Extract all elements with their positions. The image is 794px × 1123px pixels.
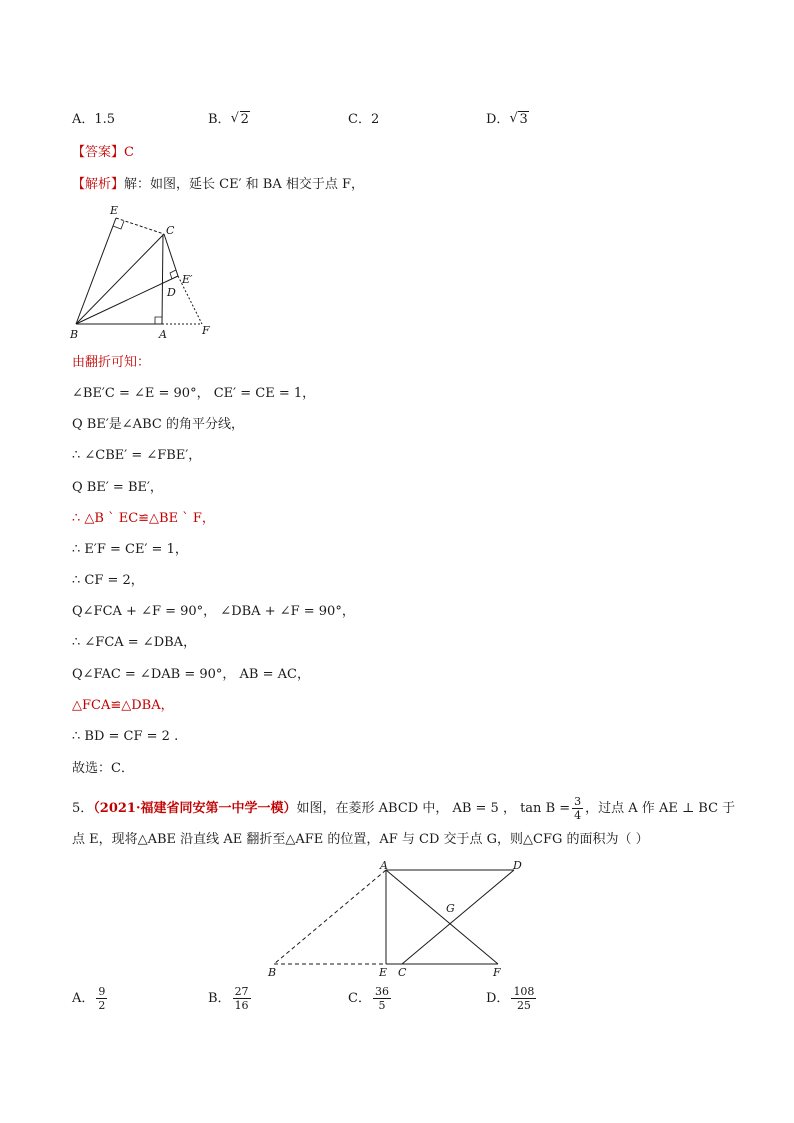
option-fraction xyxy=(96,985,107,1012)
label-E: E xyxy=(379,966,388,978)
q5-stem-text-a: 如图，在菱形 ABCD 中， AB = 5 ， tan B = xyxy=(296,801,571,816)
q4-option-b-prefix: B． xyxy=(208,112,231,127)
q4-analysis-intro xyxy=(72,176,364,194)
fraction-denominator: 2 xyxy=(98,999,106,1012)
solution-step: Q BE′是∠ABC 的角平分线， xyxy=(72,417,244,432)
q5-option xyxy=(486,985,538,1012)
solution-step: △FCA≌△DBA， xyxy=(72,698,174,713)
label-E: E xyxy=(110,204,119,217)
sqrt-symbol xyxy=(231,112,250,127)
option-fraction xyxy=(511,985,536,1012)
fraction-numerator: 36 xyxy=(374,985,389,998)
q5-stem-line2: 点 E，现将△ABE 沿直线 AE 翻折至△AFE 的位置，AF 与 CD 交于点 G，则△CFG 的面积为（ ） xyxy=(72,832,649,847)
solution-step: ∴ △B ` EC≌△BE ` F， xyxy=(72,511,215,526)
q4-option-b-radicand: 2 xyxy=(240,112,249,127)
option-prefix: D． xyxy=(486,991,510,1006)
solution-step: 故选：C． xyxy=(72,761,134,776)
label-D: D xyxy=(513,859,522,872)
solution-step: ∴ ∠CBE′ = ∠FBE′， xyxy=(72,448,202,463)
q5-source: （2021·福建省同安第一中学一模） xyxy=(93,801,297,816)
solution-step: ∴ CF = 2， xyxy=(72,573,144,588)
tan-fraction xyxy=(572,795,583,822)
label-B: B xyxy=(268,966,277,978)
label-F: F xyxy=(202,324,210,337)
q4-option-c: C．2 xyxy=(348,112,380,127)
right-angle-A xyxy=(155,317,162,324)
segment-AC xyxy=(162,234,163,324)
solution-step: ∴ BD = CF = 2 . xyxy=(72,729,179,744)
solution-step: Q∠FAC = ∠DAB = 90°， AB = AC， xyxy=(72,667,310,682)
q4-option-d xyxy=(486,108,529,127)
q4-option-a: A．1.5 xyxy=(72,112,116,127)
q5-number: 5． xyxy=(72,801,94,816)
q4-option-b xyxy=(208,108,250,127)
q5-option xyxy=(208,985,253,1012)
solution-step: ∴ E′F = CE′ = 1， xyxy=(72,542,188,557)
q4-option-d-radicand: 3 xyxy=(519,112,528,127)
q5-stem-text-b: ，过点 A 作 AE ⊥ BC 于 xyxy=(585,801,736,816)
segment-AB xyxy=(274,870,386,964)
option-prefix: C． xyxy=(348,991,371,1006)
fraction-denominator: 16 xyxy=(234,999,249,1012)
segment-EC xyxy=(116,218,164,234)
label-E2: E′ xyxy=(182,273,193,286)
label-C: C xyxy=(166,224,175,237)
q4-figure xyxy=(66,200,226,342)
tan-numerator: 3 xyxy=(574,795,582,808)
label-G: G xyxy=(446,902,455,915)
q5-stem-line1 xyxy=(72,795,735,822)
q4-option-d-prefix: D． xyxy=(486,112,510,127)
q4-answer: 【答案】C xyxy=(72,145,134,160)
fraction-denominator: 5 xyxy=(378,999,386,1012)
q5-option xyxy=(72,985,109,1012)
label-D: D xyxy=(167,286,176,299)
label-F: F xyxy=(493,966,501,978)
q5-option xyxy=(348,985,393,1012)
segment-AF xyxy=(386,870,498,964)
option-prefix: B． xyxy=(208,991,231,1006)
fraction-numerator: 9 xyxy=(98,985,106,998)
label-A: A xyxy=(380,859,388,872)
label-C: C xyxy=(398,966,407,978)
label-B: B xyxy=(70,328,79,341)
segment-CD xyxy=(402,870,514,964)
solution-step: ∠BE′C = ∠E = 90°， CE′ = CE = 1， xyxy=(72,386,316,401)
solution-step: Q BE′ = BE′， xyxy=(72,480,163,495)
fraction-numerator: 27 xyxy=(234,985,249,998)
option-fraction xyxy=(233,985,251,1012)
option-fraction xyxy=(373,985,391,1012)
solution-step: 由翻折可知： xyxy=(72,355,151,370)
tan-denominator: 4 xyxy=(574,809,582,822)
q5-figure xyxy=(262,858,522,978)
analysis-label: 【解析】 xyxy=(72,177,125,192)
option-prefix: A． xyxy=(72,991,95,1006)
segment-BC xyxy=(76,234,164,324)
segment-CE2 xyxy=(164,234,178,276)
fraction-denominator: 25 xyxy=(516,999,531,1012)
solution-step: ∴ ∠FCA = ∠DBA， xyxy=(72,635,197,650)
solution-step: Q∠FCA + ∠F = 90°， ∠DBA + ∠F = 90°， xyxy=(72,604,355,619)
analysis-intro-text: 解：如图，延长 CE′ 和 BA 相交于点 F， xyxy=(124,177,365,192)
sqrt-symbol xyxy=(509,112,528,127)
fraction-numerator: 108 xyxy=(513,985,535,998)
label-A: A xyxy=(159,328,167,341)
